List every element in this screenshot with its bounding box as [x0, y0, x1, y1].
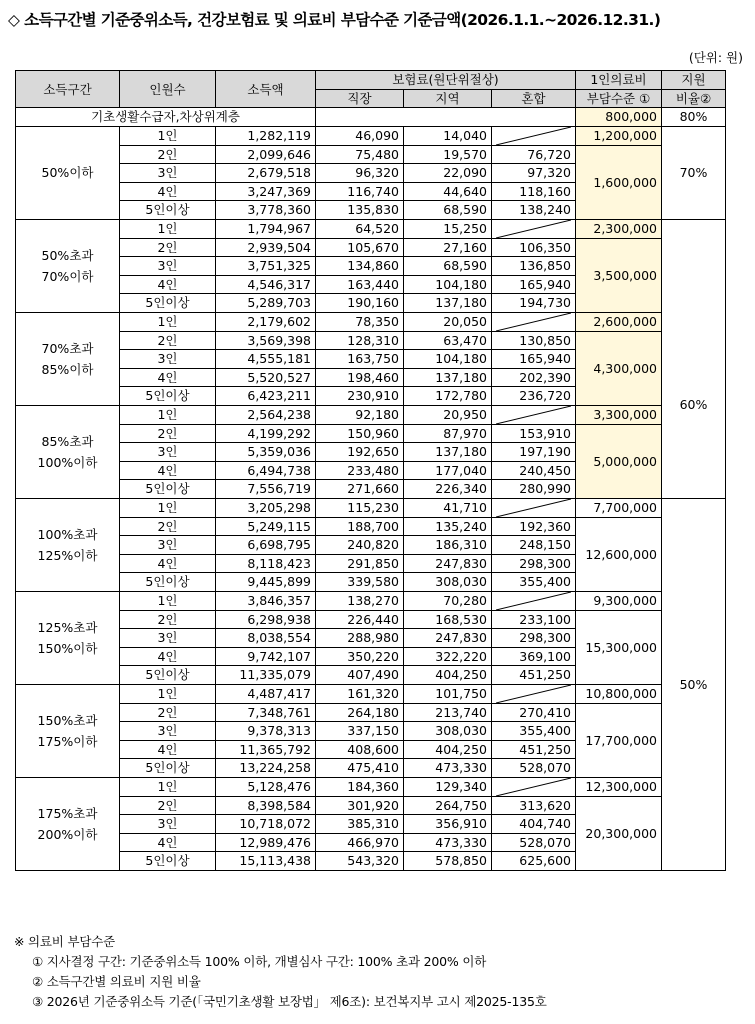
income-cell: 5,520,527	[216, 368, 316, 387]
income-cell: 5,359,036	[216, 443, 316, 462]
header-burden-line2: 부담수준 ①	[576, 89, 662, 108]
mixed-premium-cell: 355,400	[492, 722, 576, 741]
income-cell: 8,038,554	[216, 629, 316, 648]
income-cell: 3,751,325	[216, 257, 316, 276]
income-cell: 6,494,738	[216, 461, 316, 480]
employee-premium-cell: 264,180	[316, 703, 404, 722]
income-cell: 8,118,423	[216, 554, 316, 573]
household-cell: 1인	[120, 405, 216, 424]
bracket-label-line1: 70%초과	[41, 340, 94, 356]
mixed-premium-cell: 165,940	[492, 275, 576, 294]
basic-rate: 80%	[662, 108, 726, 127]
income-cell: 4,487,417	[216, 684, 316, 703]
household-cell: 4인	[120, 833, 216, 852]
employee-premium-cell: 105,670	[316, 238, 404, 257]
employee-premium-cell: 188,700	[316, 517, 404, 536]
table-row	[16, 312, 726, 331]
household-cell: 1인	[120, 126, 216, 145]
income-cell: 5,289,703	[216, 294, 316, 313]
household-cell: 5인이상	[120, 294, 216, 313]
bracket-label-line1: 100%초과	[37, 526, 98, 542]
income-cell: 4,546,317	[216, 275, 316, 294]
page-title: ◇ 소득구간별 기준중위소득, 건강보험료 및 의료비 부담수준 기준금액(2026.1.1.~2026.12.31.)	[8, 11, 661, 29]
regional-premium-cell: 473,330	[404, 759, 492, 778]
mixed-premium-na-cell	[492, 219, 576, 238]
regional-premium-cell: 226,340	[404, 480, 492, 499]
household-cell: 2인	[120, 331, 216, 350]
bracket-label-line1: 150%초과	[37, 712, 98, 728]
employee-premium-cell: 92,180	[316, 405, 404, 424]
income-cell: 7,556,719	[216, 480, 316, 499]
bracket-label-line1: 50%이하	[41, 165, 94, 180]
burden-multi-cell: 5,000,000	[576, 424, 662, 498]
header-household: 인원수	[120, 71, 216, 108]
table-row	[16, 424, 726, 443]
mixed-premium-cell: 298,300	[492, 554, 576, 573]
income-cell: 3,205,298	[216, 498, 316, 517]
employee-premium-cell: 163,440	[316, 275, 404, 294]
basic-row	[16, 108, 726, 127]
basic-burden: 800,000	[576, 108, 662, 127]
bracket-label-line1: 175%초과	[37, 805, 98, 821]
employee-premium-cell: 288,980	[316, 629, 404, 648]
regional-premium-cell: 308,030	[404, 573, 492, 592]
regional-premium-cell: 168,530	[404, 610, 492, 629]
regional-premium-cell: 70,280	[404, 591, 492, 610]
household-cell: 3인	[120, 536, 216, 555]
regional-premium-cell: 44,640	[404, 182, 492, 201]
header-income: 소득액	[216, 71, 316, 108]
mixed-premium-na-cell	[492, 591, 576, 610]
household-cell: 5인이상	[120, 387, 216, 406]
burden-multi-cell: 15,300,000	[576, 610, 662, 684]
employee-premium-cell: 134,860	[316, 257, 404, 276]
mixed-premium-cell: 233,100	[492, 610, 576, 629]
regional-premium-cell: 247,830	[404, 629, 492, 648]
regional-premium-cell: 63,470	[404, 331, 492, 350]
burden-multi-cell: 20,300,000	[576, 796, 662, 870]
bracket-label-line2: 100%이하	[37, 454, 98, 470]
table-row	[16, 703, 726, 722]
household-cell: 2인	[120, 424, 216, 443]
income-cell: 4,199,292	[216, 424, 316, 443]
burden-multi-cell: 1,600,000	[576, 145, 662, 219]
mixed-premium-cell: 355,400	[492, 573, 576, 592]
diagonal-slash-icon	[496, 313, 571, 331]
regional-premium-cell: 41,710	[404, 498, 492, 517]
regional-premium-cell: 20,050	[404, 312, 492, 331]
burden-single-cell: 1,200,000	[576, 126, 662, 145]
household-cell: 3인	[120, 722, 216, 741]
household-cell: 3인	[120, 629, 216, 648]
household-cell: 4인	[120, 554, 216, 573]
bracket-label-line2: 125%이하	[37, 547, 98, 563]
household-cell: 1인	[120, 591, 216, 610]
rate-cell: 50%	[662, 498, 726, 870]
burden-multi-cell: 4,300,000	[576, 331, 662, 405]
regional-premium-cell: 308,030	[404, 722, 492, 741]
note-2: ② 소득구간별 의료비 지원 비율	[32, 974, 201, 989]
employee-premium-cell: 96,320	[316, 164, 404, 183]
regional-premium-cell: 135,240	[404, 517, 492, 536]
household-cell: 4인	[120, 461, 216, 480]
bracket-label	[16, 219, 120, 312]
table-row	[16, 238, 726, 257]
burden-single-cell: 7,700,000	[576, 498, 662, 517]
income-cell: 3,846,357	[216, 591, 316, 610]
table-row	[16, 331, 726, 350]
mixed-premium-cell: 192,360	[492, 517, 576, 536]
mixed-premium-cell: 97,320	[492, 164, 576, 183]
diagonal-slash-icon	[496, 592, 571, 610]
mixed-premium-cell: 153,910	[492, 424, 576, 443]
header-rate-line2: 비율②	[662, 89, 726, 108]
mixed-premium-cell: 313,620	[492, 796, 576, 815]
regional-premium-cell: 172,780	[404, 387, 492, 406]
note-3: ③ 2026년 기준중위소득 기준(「국민기초생활 보장법」 제6조): 보건복지부 고시 제2025-135호	[32, 994, 547, 1009]
burden-single-cell: 12,300,000	[576, 777, 662, 796]
mixed-premium-cell: 404,740	[492, 815, 576, 834]
header-burden-line1: 1인의료비	[576, 71, 662, 90]
mixed-premium-cell: 240,450	[492, 461, 576, 480]
table-row	[16, 219, 726, 238]
regional-premium-cell: 247,830	[404, 554, 492, 573]
header-income-bracket: 소득구간	[16, 71, 120, 108]
regional-premium-cell: 177,040	[404, 461, 492, 480]
note-1: ① 지사결정 구간: 기준중위소득 100% 이하, 개별심사 구간: 100% 초과 200% 이하	[32, 954, 487, 969]
header-premium: 보험료(원단위절상)	[316, 71, 576, 90]
employee-premium-cell: 233,480	[316, 461, 404, 480]
household-cell: 3인	[120, 350, 216, 369]
table-row	[16, 126, 726, 145]
bracket-label	[16, 684, 120, 777]
burden-single-cell: 2,300,000	[576, 219, 662, 238]
regional-premium-cell: 68,590	[404, 257, 492, 276]
table-row	[16, 405, 726, 424]
employee-premium-cell: 116,740	[316, 182, 404, 201]
employee-premium-cell: 337,150	[316, 722, 404, 741]
employee-premium-cell: 78,350	[316, 312, 404, 331]
employee-premium-cell: 161,320	[316, 684, 404, 703]
household-cell: 5인이상	[120, 666, 216, 685]
income-cell: 2,564,238	[216, 405, 316, 424]
household-cell: 5인이상	[120, 201, 216, 220]
regional-premium-cell: 264,750	[404, 796, 492, 815]
income-cell: 9,378,313	[216, 722, 316, 741]
unit-label: (단위: 원)	[688, 50, 743, 65]
income-cell: 15,113,438	[216, 852, 316, 871]
household-cell: 1인	[120, 498, 216, 517]
income-cell: 7,348,761	[216, 703, 316, 722]
income-cell: 4,555,181	[216, 350, 316, 369]
burden-single-cell: 3,300,000	[576, 405, 662, 424]
employee-premium-cell: 138,270	[316, 591, 404, 610]
household-cell: 3인	[120, 815, 216, 834]
employee-premium-cell: 184,360	[316, 777, 404, 796]
mixed-premium-cell: 76,720	[492, 145, 576, 164]
mixed-premium-cell: 118,160	[492, 182, 576, 201]
household-cell: 2인	[120, 145, 216, 164]
regional-premium-cell: 404,250	[404, 666, 492, 685]
regional-premium-cell: 27,160	[404, 238, 492, 257]
income-table	[15, 70, 726, 871]
table-row	[16, 796, 726, 815]
diagonal-slash-icon	[496, 127, 571, 145]
regional-premium-cell: 104,180	[404, 350, 492, 369]
employee-premium-cell: 240,820	[316, 536, 404, 555]
regional-premium-cell: 14,040	[404, 126, 492, 145]
mixed-premium-cell: 298,300	[492, 629, 576, 648]
employee-premium-cell: 385,310	[316, 815, 404, 834]
regional-premium-cell: 87,970	[404, 424, 492, 443]
mixed-premium-na-cell	[492, 777, 576, 796]
mixed-premium-na-cell	[492, 405, 576, 424]
bracket-label	[16, 777, 120, 870]
regional-premium-cell: 101,750	[404, 684, 492, 703]
mixed-premium-na-cell	[492, 312, 576, 331]
regional-premium-cell: 20,950	[404, 405, 492, 424]
bracket-label-line1: 85%초과	[41, 433, 94, 449]
household-cell: 4인	[120, 182, 216, 201]
employee-premium-cell: 150,960	[316, 424, 404, 443]
mixed-premium-cell: 451,250	[492, 740, 576, 759]
bracket-label-line1: 50%초과	[41, 247, 94, 263]
income-cell: 2,939,504	[216, 238, 316, 257]
regional-premium-cell: 19,570	[404, 145, 492, 164]
header-mixed: 혼합	[492, 89, 576, 108]
bracket-label-line2: 175%이하	[37, 733, 98, 749]
regional-premium-cell: 137,180	[404, 443, 492, 462]
diagonal-slash-icon	[496, 406, 571, 424]
header-row-1	[16, 71, 726, 90]
bracket-label-line2: 85%이하	[41, 361, 94, 377]
employee-premium-cell: 115,230	[316, 498, 404, 517]
bracket-label-line2: 150%이하	[37, 640, 98, 656]
regional-premium-cell: 15,250	[404, 219, 492, 238]
employee-premium-cell: 408,600	[316, 740, 404, 759]
bracket-label-line2: 200%이하	[37, 826, 98, 842]
regional-premium-cell: 473,330	[404, 833, 492, 852]
burden-single-cell: 2,600,000	[576, 312, 662, 331]
household-cell: 5인이상	[120, 480, 216, 499]
household-cell: 5인이상	[120, 759, 216, 778]
table-row	[16, 610, 726, 629]
bracket-label	[16, 591, 120, 684]
mixed-premium-cell: 130,850	[492, 331, 576, 350]
employee-premium-cell: 291,850	[316, 554, 404, 573]
household-cell: 2인	[120, 703, 216, 722]
basic-label: 기초생활수급자,차상위계층	[16, 108, 316, 127]
income-cell: 6,423,211	[216, 387, 316, 406]
mixed-premium-cell: 194,730	[492, 294, 576, 313]
employee-premium-cell: 128,310	[316, 331, 404, 350]
employee-premium-cell: 190,160	[316, 294, 404, 313]
mixed-premium-cell: 528,070	[492, 833, 576, 852]
employee-premium-cell: 339,580	[316, 573, 404, 592]
income-cell: 9,742,107	[216, 647, 316, 666]
table-row	[16, 498, 726, 517]
employee-premium-cell: 198,460	[316, 368, 404, 387]
basic-blank	[316, 108, 576, 127]
income-cell: 6,698,795	[216, 536, 316, 555]
regional-premium-cell: 22,090	[404, 164, 492, 183]
household-cell: 4인	[120, 368, 216, 387]
regional-premium-cell: 68,590	[404, 201, 492, 220]
bracket-label	[16, 312, 120, 405]
diagonal-slash-icon	[496, 220, 571, 238]
household-cell: 2인	[120, 796, 216, 815]
employee-premium-cell: 192,650	[316, 443, 404, 462]
employee-premium-cell: 46,090	[316, 126, 404, 145]
employee-premium-cell: 407,490	[316, 666, 404, 685]
employee-premium-cell: 163,750	[316, 350, 404, 369]
mixed-premium-cell: 106,350	[492, 238, 576, 257]
header-employee: 직장	[316, 89, 404, 108]
income-cell: 13,224,258	[216, 759, 316, 778]
income-cell: 2,179,602	[216, 312, 316, 331]
mixed-premium-cell: 136,850	[492, 257, 576, 276]
household-cell: 3인	[120, 257, 216, 276]
regional-premium-cell: 129,340	[404, 777, 492, 796]
diagonal-slash-icon	[496, 778, 571, 796]
household-cell: 2인	[120, 238, 216, 257]
regional-premium-cell: 104,180	[404, 275, 492, 294]
income-cell: 2,679,518	[216, 164, 316, 183]
rate-cell: 60%	[662, 312, 726, 498]
income-cell: 3,569,398	[216, 331, 316, 350]
income-cell: 8,398,584	[216, 796, 316, 815]
employee-premium-cell: 543,320	[316, 852, 404, 871]
regional-premium-cell: 322,220	[404, 647, 492, 666]
employee-premium-cell: 230,910	[316, 387, 404, 406]
burden-single-cell: 10,800,000	[576, 684, 662, 703]
mixed-premium-cell: 270,410	[492, 703, 576, 722]
mixed-premium-na-cell	[492, 684, 576, 703]
income-cell: 10,718,072	[216, 815, 316, 834]
income-cell: 11,335,079	[216, 666, 316, 685]
mixed-premium-cell: 248,150	[492, 536, 576, 555]
income-cell: 6,298,938	[216, 610, 316, 629]
income-cell: 11,365,792	[216, 740, 316, 759]
mixed-premium-cell: 625,600	[492, 852, 576, 871]
bracket-label-line1: 125%초과	[37, 619, 98, 635]
bracket-label	[16, 405, 120, 498]
income-cell: 5,249,115	[216, 517, 316, 536]
household-cell: 3인	[120, 164, 216, 183]
bracket-label-line2: 70%이하	[41, 268, 94, 284]
mixed-premium-cell: 202,390	[492, 368, 576, 387]
regional-premium-cell: 186,310	[404, 536, 492, 555]
income-cell: 3,778,360	[216, 201, 316, 220]
burden-multi-cell: 12,600,000	[576, 517, 662, 591]
diagonal-slash-icon	[496, 685, 571, 703]
household-cell: 1인	[120, 684, 216, 703]
household-cell: 5인이상	[120, 573, 216, 592]
employee-premium-cell: 301,920	[316, 796, 404, 815]
employee-premium-cell: 75,480	[316, 145, 404, 164]
regional-premium-cell: 137,180	[404, 294, 492, 313]
employee-premium-cell: 350,220	[316, 647, 404, 666]
income-cell: 1,282,119	[216, 126, 316, 145]
mixed-premium-cell: 280,990	[492, 480, 576, 499]
diagonal-slash-icon	[496, 499, 571, 517]
mixed-premium-na-cell	[492, 498, 576, 517]
household-cell: 2인	[120, 517, 216, 536]
mixed-premium-cell: 138,240	[492, 201, 576, 220]
table-row	[16, 684, 726, 703]
income-cell: 12,989,476	[216, 833, 316, 852]
income-cell: 1,794,967	[216, 219, 316, 238]
employee-premium-cell: 271,660	[316, 480, 404, 499]
income-cell: 3,247,369	[216, 182, 316, 201]
employee-premium-cell: 475,410	[316, 759, 404, 778]
table-row	[16, 517, 726, 536]
household-cell: 4인	[120, 647, 216, 666]
bracket-label	[16, 498, 120, 591]
header-regional: 지역	[404, 89, 492, 108]
household-cell: 4인	[120, 275, 216, 294]
income-cell: 5,128,476	[216, 777, 316, 796]
rate-cell-blank	[662, 219, 726, 312]
rate-cell: 70%	[662, 126, 726, 219]
household-cell: 3인	[120, 443, 216, 462]
notes	[14, 932, 547, 1012]
mixed-premium-cell: 528,070	[492, 759, 576, 778]
employee-premium-cell: 135,830	[316, 201, 404, 220]
table-row	[16, 591, 726, 610]
table-row	[16, 777, 726, 796]
bracket-label	[16, 126, 120, 219]
burden-multi-cell: 17,700,000	[576, 703, 662, 777]
income-cell: 9,445,899	[216, 573, 316, 592]
notes-heading: ※ 의료비 부담수준	[14, 934, 115, 949]
table-row	[16, 145, 726, 164]
household-cell: 4인	[120, 740, 216, 759]
employee-premium-cell: 226,440	[316, 610, 404, 629]
household-cell: 1인	[120, 219, 216, 238]
employee-premium-cell: 466,970	[316, 833, 404, 852]
mixed-premium-cell: 369,100	[492, 647, 576, 666]
mixed-premium-cell: 236,720	[492, 387, 576, 406]
employee-premium-cell: 64,520	[316, 219, 404, 238]
mixed-premium-cell: 165,940	[492, 350, 576, 369]
household-cell: 1인	[120, 312, 216, 331]
regional-premium-cell: 578,850	[404, 852, 492, 871]
mixed-premium-na-cell	[492, 126, 576, 145]
household-cell: 1인	[120, 777, 216, 796]
mixed-premium-cell: 451,250	[492, 666, 576, 685]
income-cell: 2,099,646	[216, 145, 316, 164]
header-rate-line1: 지원	[662, 71, 726, 90]
household-cell: 2인	[120, 610, 216, 629]
mixed-premium-cell: 197,190	[492, 443, 576, 462]
regional-premium-cell: 213,740	[404, 703, 492, 722]
household-cell: 5인이상	[120, 852, 216, 871]
burden-multi-cell: 3,500,000	[576, 238, 662, 312]
burden-single-cell: 9,300,000	[576, 591, 662, 610]
regional-premium-cell: 356,910	[404, 815, 492, 834]
regional-premium-cell: 404,250	[404, 740, 492, 759]
regional-premium-cell: 137,180	[404, 368, 492, 387]
